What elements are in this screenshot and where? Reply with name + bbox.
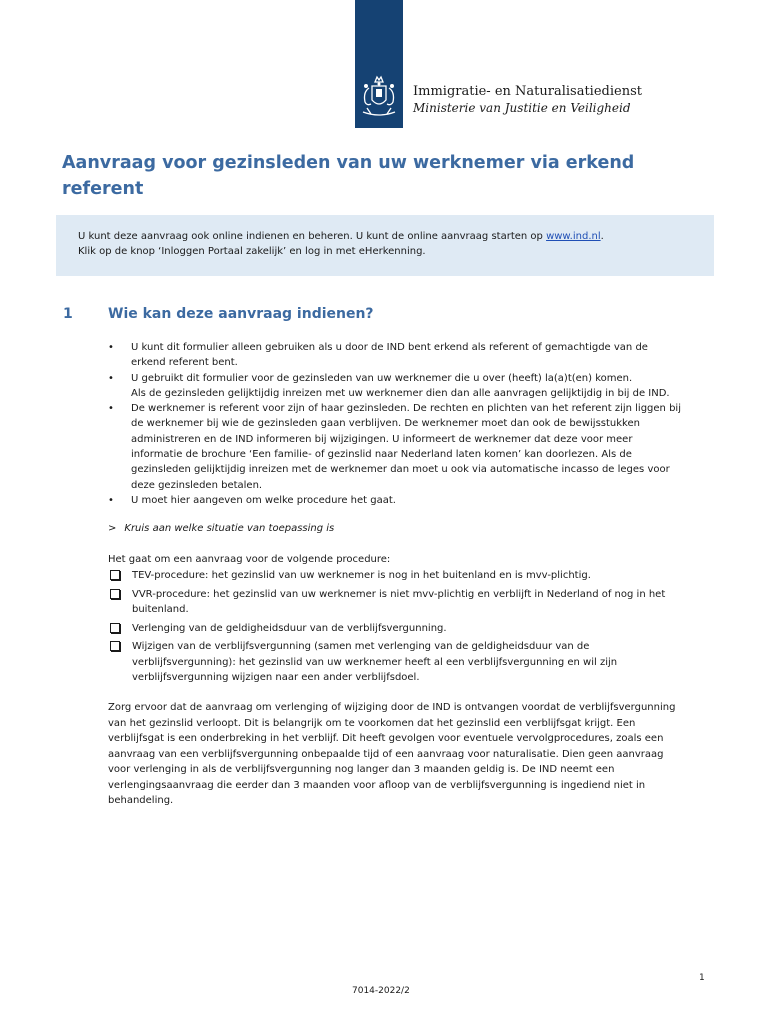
instruction bbox=[108, 521, 334, 536]
procedure-lead-text: Het gaat om een aanvraag voor de volgende procedure: bbox=[108, 554, 391, 565]
option-vvr-procedure[interactable] bbox=[108, 587, 708, 618]
bullet-item bbox=[108, 401, 708, 493]
renewal-notice-paragraph bbox=[108, 700, 708, 809]
page-number: 1 bbox=[699, 973, 705, 983]
ministry-name: Ministerie van Justitie en Veiligheid bbox=[413, 101, 631, 115]
checkbox[interactable] bbox=[110, 623, 120, 633]
option-wijzigen[interactable] bbox=[108, 639, 708, 686]
paragraph-line: van het gezinslid verloopt. Dit is belangrijk om te voorkomen dat het gezinslid een verblijfsgat krijgt. Een bbox=[108, 717, 636, 729]
option-verlenging[interactable] bbox=[108, 621, 708, 637]
info-text-after-link: . bbox=[600, 231, 604, 242]
paragraph-line: verblijfsgat is een onderbreking in het verblijf. Dit heeft gevolgen voor eventuele vervolgprocedures, zoals een bbox=[108, 733, 664, 744]
org-name: Immigratie- en Naturalisatiedienst bbox=[413, 84, 642, 99]
bullet-line: de werknemer bij wie de gezinsleden gaan verblijven. De werknemer moet dan ook de bewijsstukken bbox=[131, 418, 640, 430]
ind-website-link[interactable]: www.ind.nl bbox=[546, 231, 601, 242]
checkbox[interactable] bbox=[110, 641, 120, 651]
document-code: 7014-2022/2 bbox=[352, 986, 410, 996]
eligibility-bullet-list bbox=[108, 340, 708, 508]
info-line-2: Klik op de knop ‘Inloggen Portaal zakelijk’ en log in met eHerkenning. bbox=[78, 246, 426, 257]
option-line: verblijfsvergunning): het gezinslid van uw werknemer heeft al een verblijfsvergunning en wil zijn bbox=[132, 656, 618, 668]
paragraph-line: aanvraag van een verblijfsvergunning onbepaalde tijd of een aanvraag voor naturalisatie. Dien geen aanvraag bbox=[108, 748, 664, 760]
section-number: 1 bbox=[63, 306, 73, 322]
bullet-line: gezinsleden gelijktijdig inreizen met de werknemer dan moet u ook via automatische incasso de leges voor bbox=[131, 464, 670, 476]
bullet-line: deze gezinsleden betalen. bbox=[131, 479, 263, 491]
bullet-line: Als de gezinsleden gelijktijdig inreizen met uw werknemer dien dan alle aanvragen gelijktijdig in bij de IND. bbox=[131, 387, 670, 399]
paragraph-line: voor verlenging in als de verblijfsvergunning nog langer dan 3 maanden geldig is. De IND neemt een bbox=[108, 764, 615, 775]
option-line: VVR-procedure: het gezinslid van uw werknemer is niet mvv-plichtig en verblijft in Nederland of nog in het bbox=[132, 588, 666, 600]
bullet-line: erkend referent bent. bbox=[131, 357, 238, 369]
bullet-line: • De werknemer is referent voor zijn of haar gezinsleden. De rechten en plichten van het referent zijn liggen bij bbox=[131, 403, 681, 415]
checkbox[interactable] bbox=[110, 589, 120, 599]
option-line: Verlenging van de geldigheidsduur van de verblijfsvergunning. bbox=[132, 622, 447, 634]
checkbox[interactable] bbox=[110, 570, 120, 580]
paragraph-line: Zorg ervoor dat de aanvraag om verlenging of wijziging door de IND is ontvangen voordat de verblijfsvergunning bbox=[108, 702, 676, 713]
bullet-item bbox=[108, 371, 708, 402]
bullet-line: • U moet hier aangeven om welke procedure het gaat. bbox=[131, 494, 396, 506]
page-title: Aanvraag voor gezinsleden van uw werknemer via erkend referent bbox=[62, 153, 635, 199]
option-line: TEV-procedure: het gezinslid van uw werknemer is nog in het buitenland en is mvv-plichtig. bbox=[132, 570, 591, 581]
info-box bbox=[56, 215, 714, 276]
instruction-arrow-icon: > bbox=[108, 523, 117, 534]
info-text-before-link: U kunt deze aanvraag ook online indienen en beheren. U kunt de online aanvraag starten op bbox=[78, 231, 547, 242]
option-tev-procedure[interactable] bbox=[108, 568, 708, 584]
section-title: Wie kan deze aanvraag indienen? bbox=[108, 306, 374, 322]
option-line: Wijzigen van de verblijfsvergunning (samen met verlenging van de geldigheidsduur van de bbox=[132, 641, 590, 652]
option-line: verblijfsvergunning wijzigen naar een ander verblijfsdoel. bbox=[132, 672, 420, 683]
bullet-item bbox=[108, 340, 708, 371]
info-line-1 bbox=[78, 229, 714, 244]
bullet-line: • U kunt dit formulier alleen gebruiken als u door de IND bent erkend als referent of gemachtigde van de bbox=[131, 342, 648, 353]
bullet-line: informatie de brochure ‘Een familie- of gezinslid naar Nederland laten komen’ kan doorlezen. Als de bbox=[131, 449, 632, 461]
option-line: buitenland. bbox=[132, 604, 189, 615]
procedure-options bbox=[108, 568, 708, 689]
royal-crest-icon bbox=[359, 74, 399, 122]
instruction-text: Kruis aan welke situatie van toepassing is bbox=[124, 523, 335, 534]
org-identity bbox=[413, 84, 642, 116]
paragraph-line: verlengingsaanvraag die eerder dan 3 maanden voor afloop van de verblijfsvergunning is ingediend niet in bbox=[108, 779, 646, 791]
logo-bar bbox=[355, 0, 403, 128]
bullet-line: • U gebruikt dit formulier voor de gezinsleden van uw werknemer die u over (heeft) la(a)t(en) komen. bbox=[131, 372, 633, 384]
bullet-item bbox=[108, 493, 708, 508]
bullet-line: administreren en de IND informeren bij wijzigingen. U informeert de werknemer dat deze voor meer bbox=[131, 433, 633, 445]
paragraph-line: behandeling. bbox=[108, 795, 174, 806]
